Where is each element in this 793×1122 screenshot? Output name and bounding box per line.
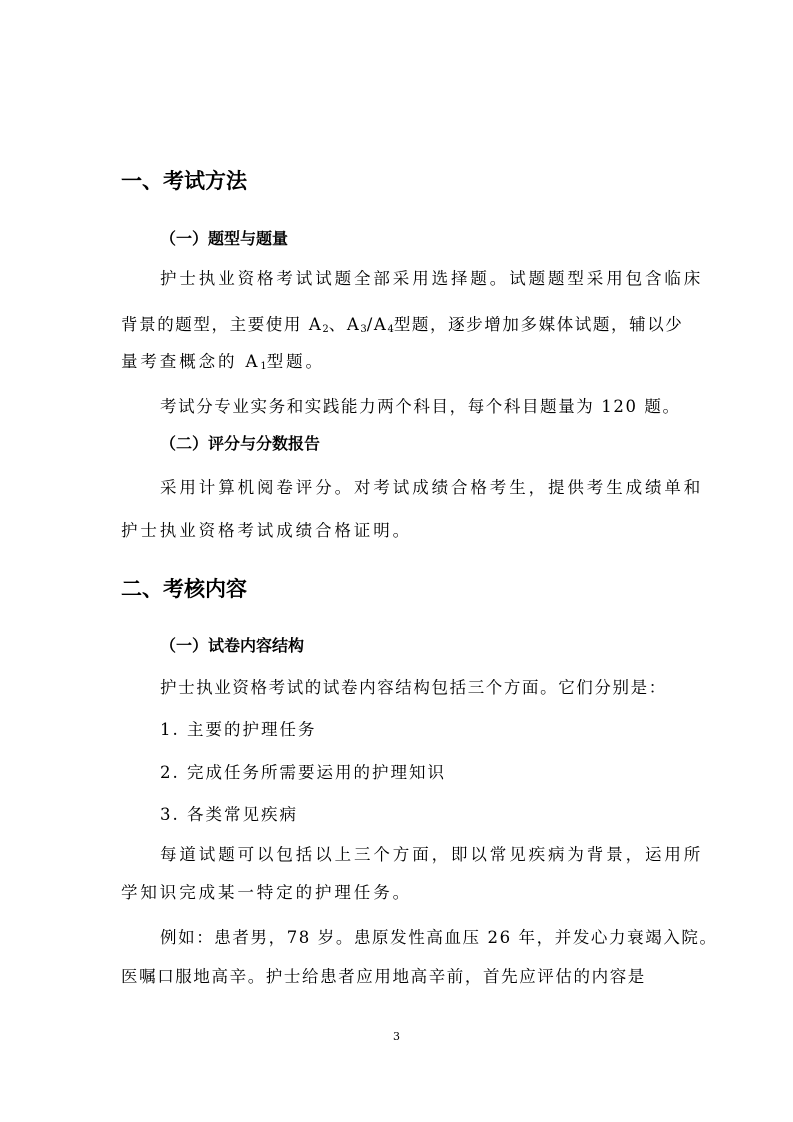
section-title-exam-method: 一、考试方法 [121,169,247,193]
paragraph-line: 例如：患者男，78 岁。患原发性高血压 26 年，并发心力衰竭入院。 [160,928,718,947]
list-item: 2. 完成任务所需要运用的护理知识 [160,763,446,782]
paragraph-line: 采用计算机阅卷评分。对考试成绩合格考生，提供考生成绩单和 [160,478,704,497]
page-number: 3 [393,1030,400,1043]
paragraph-line: 医嘱口服地高辛。护士给患者应用地高辛前，首先应评估的内容是 [121,967,646,986]
paragraph-line: 考试分专业实务和实践能力两个科目，每个科目题量为 120 题。 [160,397,681,416]
list-item: 1. 主要的护理任务 [160,720,317,739]
paragraph-line: 护士执业资格考试成绩合格证明。 [121,521,412,540]
subsection-title-scoring: （二）评分与分数报告 [160,434,321,453]
paragraph-line: 背景的题型，主要使用 $A_2$、$A_3/A_4$型题，逐步增加多媒体试题，辅以少 [121,315,684,335]
subsection-title-paper-structure: （一）试卷内容结构 [160,636,305,655]
paragraph-line: 护士执业资格考试试题全部采用选择题。试题题型采用包含临床 [160,269,704,288]
paragraph-line: 每道试题可以包括以上三个方面，即以常见疾病为背景，运用所 [160,845,704,864]
subsection-title-question-types: （一）题型与题量 [160,229,289,248]
list-item: 3. 各类常见疾病 [160,805,298,824]
paragraph-line: 学知识完成某一特定的护理任务。 [121,883,412,902]
paragraph-line: 量考查概念的 $A_1$型题。 [121,352,325,372]
paragraph-line: 护士执业资格考试的试卷内容结构包括三个方面。它们分别是： [160,678,667,697]
section-title-exam-content: 二、考核内容 [121,577,247,601]
